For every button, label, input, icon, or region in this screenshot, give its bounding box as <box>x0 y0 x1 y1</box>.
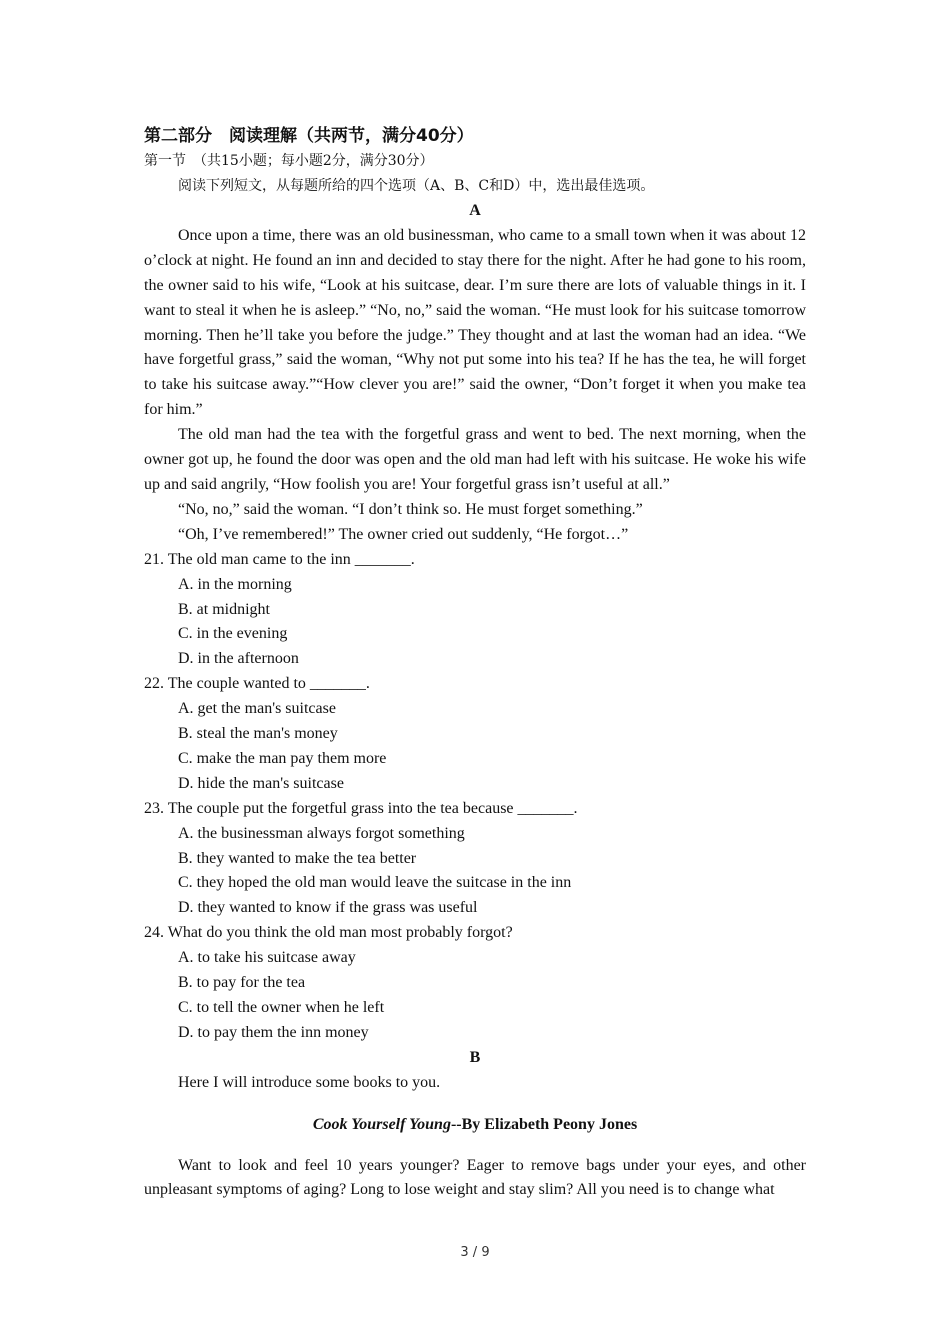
option-a: A. in the morning <box>178 575 292 593</box>
instruction-text: 阅读下列短文，从每题所给的四个选项（A、B、C和D）中，选出最佳选项。 <box>178 178 655 194</box>
passage-b-intro: Here I will introduce some books to you. <box>178 1073 441 1091</box>
question-21 <box>144 548 806 673</box>
option-b: B. at midnight <box>178 600 270 618</box>
question-24 <box>144 921 806 1046</box>
section-title: 第一节 （共15小题；每小题2分，满分30分） <box>144 153 434 169</box>
option-d: D. they wanted to know if the grass was useful <box>178 899 478 917</box>
option-c: C. to tell the owner when he left <box>178 999 385 1016</box>
passage-a-paragraph-2: The old man had the tea with the forgetful grass and went to bed. The next morning, when the owner got up, he found the door was open and the old man had left with his suitcase. He woke his wife up and said angrily, “How foolish you are! Your forgetful grass isn’t useful at all.” <box>144 426 806 493</box>
option-a: A. to take his suitcase away <box>178 949 356 967</box>
page-number: 3 / 9 <box>460 1245 490 1260</box>
question-stem: 22. The couple wanted to _______. <box>144 675 370 693</box>
passage-a-paragraph-4: “Oh, I’ve remembered!” The owner cried out suddenly, “He forgot…” <box>178 525 629 543</box>
part-title: 第二部分 阅读理解（共两节，满分40分） <box>144 126 474 146</box>
question-stem: 23. The couple put the forgetful grass into the tea because _______. <box>144 799 578 817</box>
passage-a-paragraph-3: “No, no,” said the woman. “I don’t think so. He must forget something.” <box>178 500 643 518</box>
option-c: C. in the evening <box>178 625 288 643</box>
option-b: B. steal the man's money <box>178 725 338 743</box>
book-title-line <box>144 1113 806 1138</box>
option-d: D. to pay them the inn money <box>178 1023 369 1041</box>
option-b: B. they wanted to make the tea better <box>178 849 417 867</box>
question-23 <box>144 797 806 922</box>
option-a: A. get the man's suitcase <box>178 700 336 718</box>
option-d: D. in the afternoon <box>178 650 299 668</box>
question-stem: 21. The old man came to the inn _______. <box>144 550 415 568</box>
book-title: Cook Yourself Young <box>312 1115 451 1133</box>
option-d: D. hide the man's suitcase <box>178 774 344 792</box>
passage-a-paragraph-1: Once upon a time, there was an old businessman, who came to a small town when it was about 12 o’clock at night. He found an inn and decided to stay there for the night. After he had gone to his room, the owner said to his wife, “Look at his suitcase, dear. I’m sure there are lots of valuable things in it. I want to steal it when he is asleep.” “No, no,” said the woman. “He must look for his suitcase tomorrow morning. Then he’ll take you before the judge.” They thought and at last the woman had an idea. “We have forgetful grass,” said the woman, “Why not put some into his tea? If he has the tea, he will forget to take his suitcase away.”“How clever you are!” said the owner, “Don’t forget it when you make tea for him.” <box>144 226 806 419</box>
passage-a-label: A <box>469 202 481 219</box>
question-22 <box>144 672 806 797</box>
option-a: A. the businessman always forgot something <box>178 824 465 842</box>
passage-b-label: B <box>469 1048 481 1066</box>
book-author: --By Elizabeth Peony Jones <box>450 1115 638 1133</box>
passage-b-paragraph: Want to look and feel 10 years younger? Eager to remove bags under your eyes, and other unpleasant symptoms of aging? Long to lose weight and stay slim? All you need is to change what <box>144 1156 806 1199</box>
option-b: B. to pay for the tea <box>178 974 306 992</box>
question-stem: 24. What do you think the old man most probably forgot? <box>144 924 513 942</box>
page-content <box>144 123 806 1203</box>
option-c: C. make the man pay them more <box>178 749 387 767</box>
option-c: C. they hoped the old man would leave the suitcase in the inn <box>178 874 572 892</box>
